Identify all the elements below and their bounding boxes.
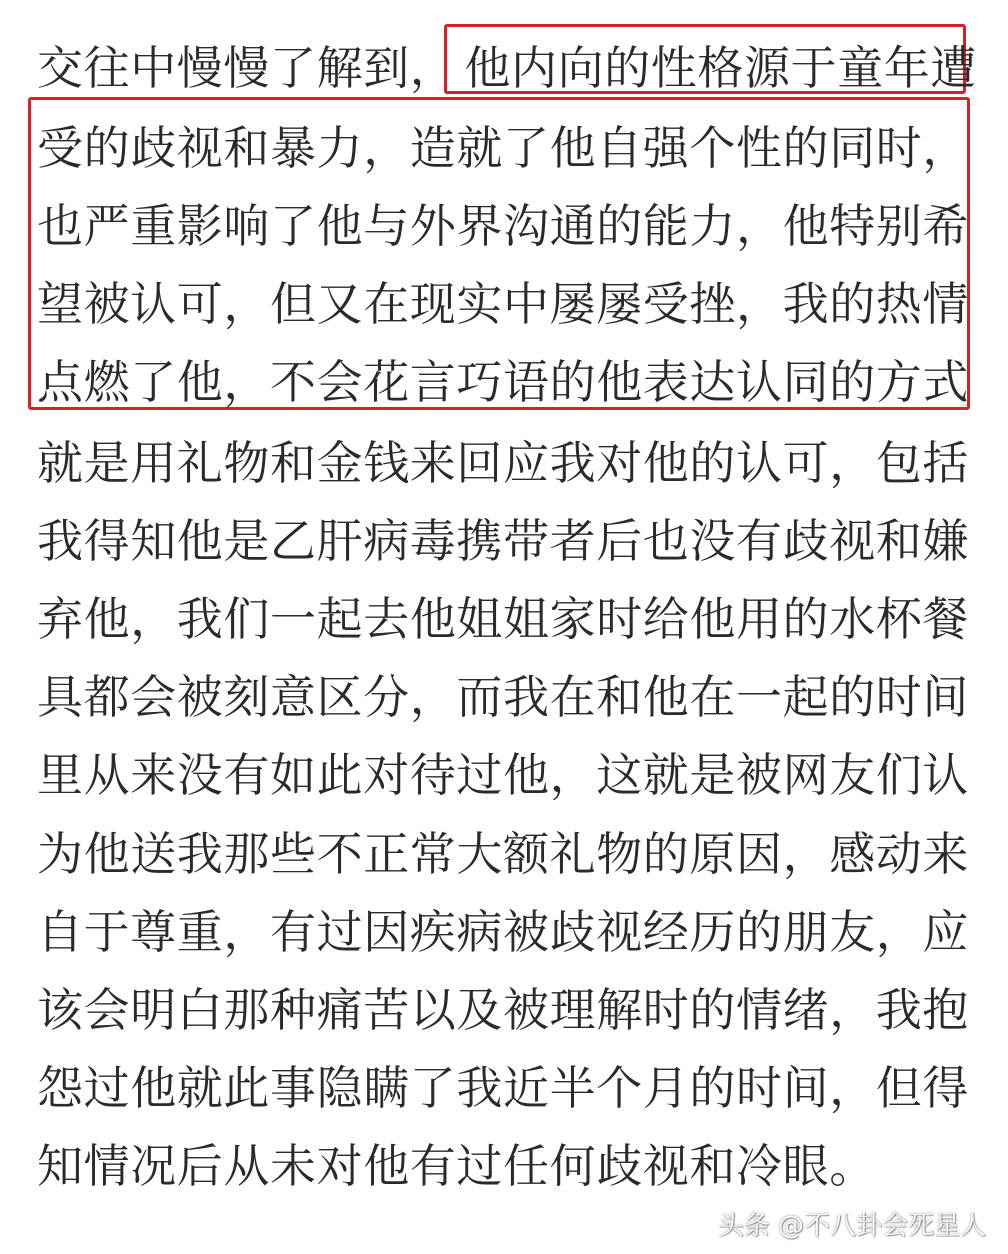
article-line-6: 就是用礼物和金钱来回应我对他的认可，包括: [37, 436, 969, 490]
article-line-5: 点燃了他，不会花言巧语的他表达认同的方式: [37, 355, 969, 409]
article-line-1-highlight: 他内向的性格源于童年遭: [464, 41, 978, 95]
article-line-10: 里从来没有如此对待过他，这就是被网友们认: [37, 748, 969, 802]
article-line-9: 具都会被刻意区分，而我在和他在一起的时间: [37, 670, 969, 724]
article-line-12: 自于尊重，有过因疾病被歧视经历的朋友，应: [37, 905, 969, 959]
watermark: 头条 @不八卦会死星人: [717, 1211, 986, 1241]
article-line-4: 望被认可，但又在现实中屡屡受挫，我的热情: [37, 277, 969, 331]
article-line-7: 我得知他是乙肝病毒携带者后也没有歧视和嫌: [37, 514, 969, 568]
article-line-1: [37, 38, 977, 98]
article-line-2: 受的歧视和暴力，造就了他自强个性的同时，: [37, 121, 969, 175]
article-line-11: 为他送我那些不正常大额礼物的原因，感动来: [37, 827, 969, 881]
article-line-8: 弃他，我们一起去他姐姐家时给他用的水杯餐: [37, 592, 969, 646]
article-line-3: 也严重影响了他与外界沟通的能力，他特别希: [37, 199, 969, 253]
article-line-14: 怨过他就此事隐瞒了我近半个月的时间，但得: [37, 1061, 969, 1115]
article-line-1-plain: 交往中慢慢了解到，: [37, 41, 457, 95]
article-line-15: 知情况后从未对他有过任何歧视和冷眼。: [37, 1139, 876, 1193]
article-line-13: 该会明白那种痛苦以及被理解时的情绪，我抱: [37, 983, 969, 1037]
